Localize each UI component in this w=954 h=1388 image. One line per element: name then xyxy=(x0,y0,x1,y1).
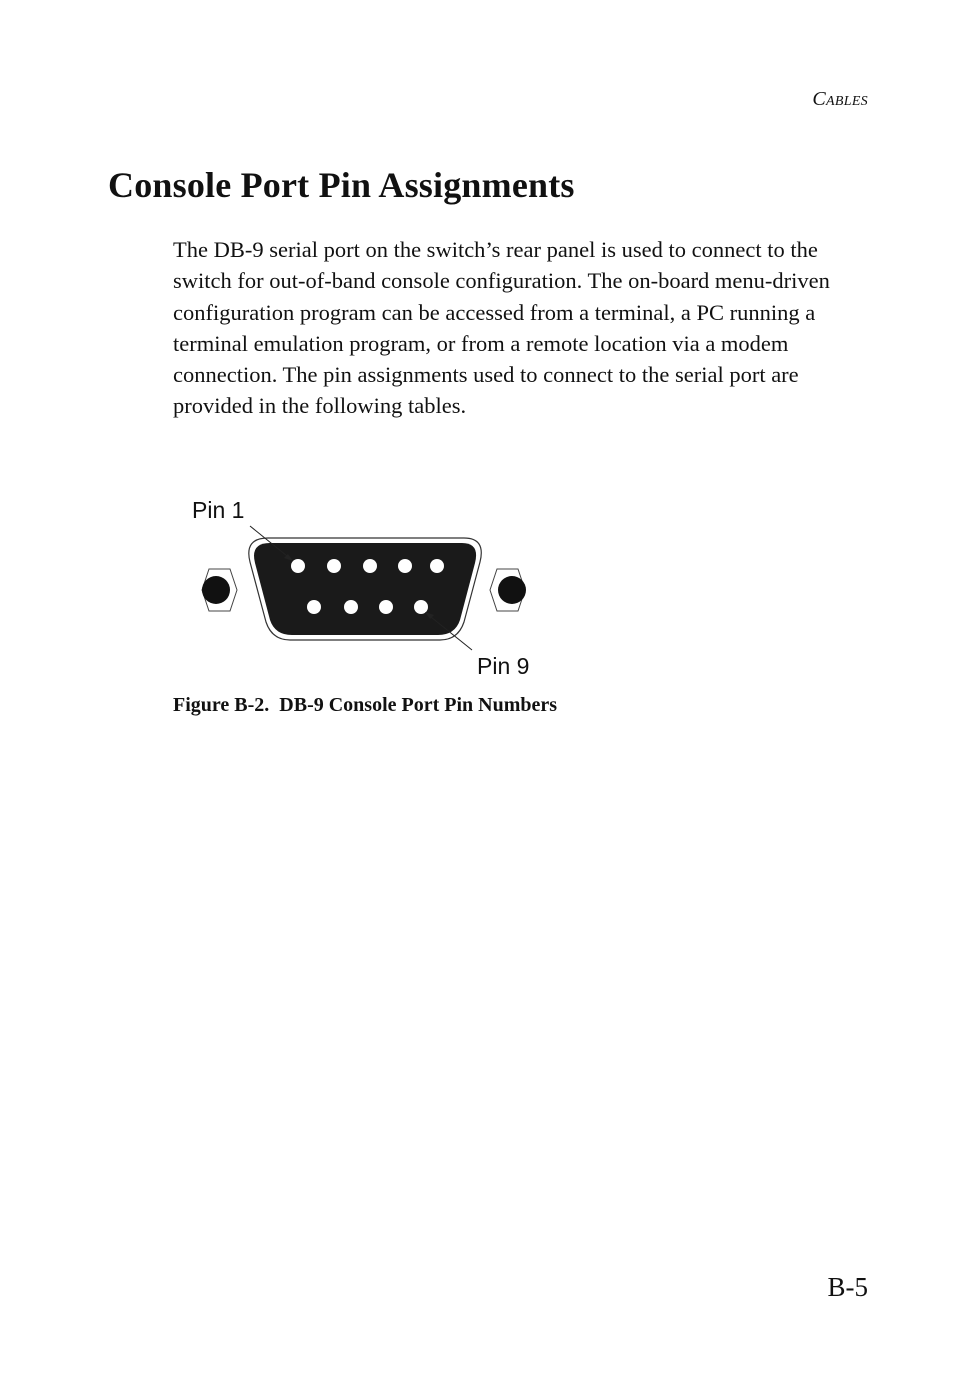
pin-8 xyxy=(379,600,393,614)
running-header: Cables xyxy=(812,88,868,110)
section-title: Console Port Pin Assignments xyxy=(108,165,575,205)
pin-1 xyxy=(291,559,305,573)
pin-6 xyxy=(307,600,321,614)
pin-5 xyxy=(430,559,444,573)
pin-3 xyxy=(363,559,377,573)
figure-caption: Figure B-2. DB-9 Console Port Pin Numbers xyxy=(173,694,558,716)
pin1-label: Pin 1 xyxy=(192,497,245,523)
right-mounting-hole xyxy=(498,576,526,604)
db9-connector-figure xyxy=(180,490,560,690)
pin-7 xyxy=(344,600,358,614)
db9-connector-diagram xyxy=(180,490,560,690)
pin-2 xyxy=(327,559,341,573)
pin9-label: Pin 9 xyxy=(477,653,530,679)
body-paragraph: The DB-9 serial port on the switch’s rear panel is used to connect to the switch for out-of-band console configuration. The on-board menu-driven configuration program can be accessed from a terminal, a PC running a terminal emulation program, or from a remote location via a modem connection. The pin assignments used to connect to the serial port are provided in the following tables. xyxy=(173,237,830,419)
pin-4 xyxy=(398,559,412,573)
page-number: B-5 xyxy=(827,1272,868,1302)
pin-9 xyxy=(414,600,428,614)
left-mounting-hole xyxy=(202,576,230,604)
